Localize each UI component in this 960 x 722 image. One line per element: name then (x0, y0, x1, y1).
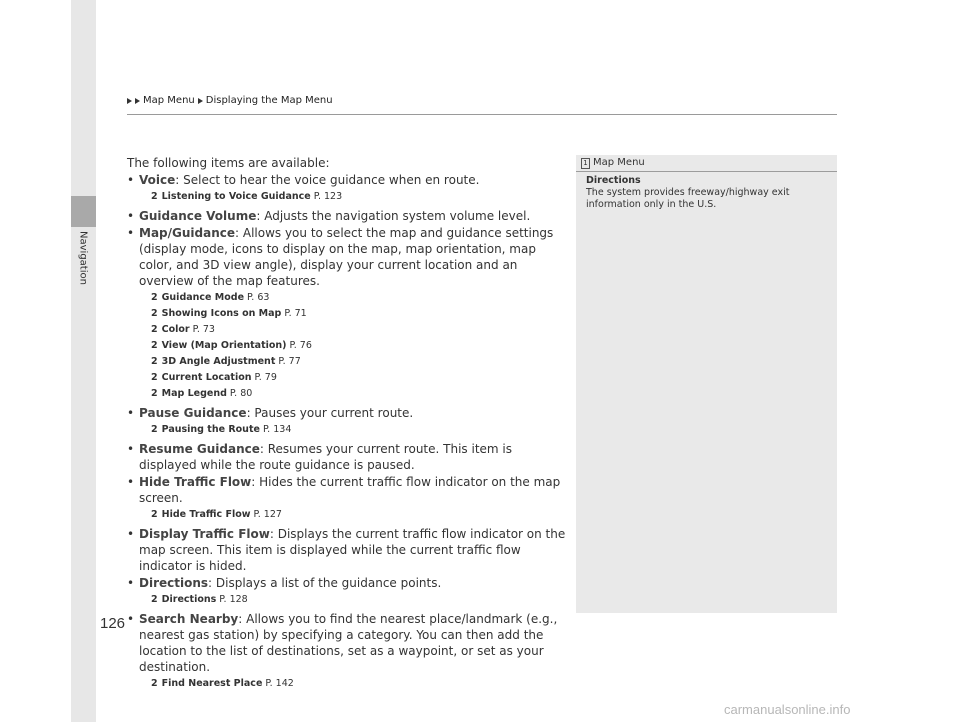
menu-item (127, 575, 567, 608)
bullet-icon: • (127, 209, 135, 223)
reference-title: View (Map Orientation) (161, 340, 287, 351)
breadcrumb-arrow-icon (135, 98, 140, 104)
reference-title: Find Nearest Place (161, 678, 263, 689)
cross-reference-link[interactable] (151, 386, 567, 402)
menu-item (127, 526, 567, 574)
menu-item-text (127, 611, 567, 675)
menu-item-text (127, 575, 567, 591)
cross-reference-link[interactable] (151, 507, 567, 523)
bullet-icon: • (127, 226, 135, 240)
reference-title: Guidance Mode (161, 292, 245, 303)
cross-reference-link[interactable] (151, 592, 567, 608)
reference-page: P. 63 (247, 292, 270, 303)
menu-item (127, 225, 567, 402)
main-content (127, 155, 567, 695)
menu-item-term: Search Nearby (139, 612, 239, 626)
reference-page: P. 128 (219, 594, 248, 605)
menu-item-text (127, 208, 567, 224)
menu-item-term: Hide Traffic Flow (139, 475, 252, 489)
reference-arrow-icon: 2 (151, 678, 158, 689)
breadcrumb-arrow-icon (198, 98, 203, 104)
menu-item-text (127, 441, 567, 473)
reference-arrow-icon: 2 (151, 356, 158, 367)
note-sidebar (576, 155, 837, 613)
watermark: carmanualsonline.info (724, 702, 851, 717)
reference-arrow-icon: 2 (151, 594, 158, 605)
reference-page: P. 142 (265, 678, 294, 689)
header-divider (127, 114, 837, 115)
reference-title: Color (161, 324, 190, 335)
bullet-icon: • (127, 442, 135, 456)
reference-page: P. 80 (229, 388, 253, 399)
menu-item-description: : Displays a list of the guidance points. (208, 576, 442, 590)
note-title: Map Menu (593, 157, 645, 168)
menu-item-description: : Select to hear the voice guidance when en route. (175, 173, 480, 187)
menu-item (127, 611, 567, 692)
menu-item-term: Guidance Volume (139, 209, 257, 223)
menu-item-term: Pause Guidance (139, 406, 247, 420)
reference-title: Directions (161, 594, 217, 605)
cross-reference-link[interactable] (151, 338, 567, 354)
menu-item-text (127, 225, 567, 289)
reference-title: Showing Icons on Map (161, 308, 282, 319)
cross-reference-link[interactable] (151, 189, 567, 205)
bullet-icon: • (127, 406, 135, 420)
reference-page: P. 76 (289, 340, 312, 351)
cross-reference-link[interactable] (151, 676, 567, 692)
menu-items-list (127, 172, 567, 692)
cross-reference-link[interactable] (151, 354, 567, 370)
reference-arrow-icon: 2 (151, 308, 158, 319)
side-tab (71, 0, 96, 722)
breadcrumb-item-displaying-map-menu[interactable]: Displaying the Map Menu (205, 95, 333, 106)
menu-item-term: Voice (139, 173, 176, 187)
cross-reference-link[interactable] (151, 370, 567, 386)
intro-text: The following items are available: (127, 156, 330, 170)
cross-reference-link[interactable] (151, 422, 567, 438)
menu-item (127, 172, 567, 205)
note-bookmark-icon: 1 (581, 158, 590, 169)
menu-item-description: : Adjusts the navigation system volume level. (256, 209, 531, 223)
menu-item (127, 441, 567, 473)
reference-page: P. 79 (254, 372, 277, 383)
menu-item-description: : Displays the current traffic flow indicator on the map screen. This item is displayed while the current traffic flow indicator is hided. (139, 527, 566, 573)
reference-title: Hide Traffic Flow (161, 509, 251, 520)
cross-reference-link[interactable] (151, 322, 567, 338)
menu-item-text (127, 526, 567, 574)
breadcrumb-arrow-icon (127, 98, 132, 104)
menu-item-term: Map/Guidance (139, 226, 235, 240)
menu-item-description: : Hides the current traffic flow indicator on the map screen. (139, 475, 561, 505)
reference-arrow-icon: 2 (151, 424, 158, 435)
bullet-icon: • (127, 475, 135, 489)
reference-title: Pausing the Route (161, 424, 260, 435)
bullet-icon: • (127, 173, 135, 187)
reference-arrow-icon: 2 (151, 372, 158, 383)
cross-reference-link[interactable] (151, 290, 567, 306)
cross-reference-list (127, 676, 567, 692)
reference-arrow-icon: 2 (151, 509, 158, 520)
side-section-label: Navigation (77, 231, 89, 285)
menu-item-term: Resume Guidance (139, 442, 260, 456)
reference-title: 3D Angle Adjustment (161, 356, 276, 367)
menu-item-term: Display Traffic Flow (139, 527, 270, 541)
cross-reference-list (127, 507, 567, 523)
page-number: 126 (100, 615, 126, 632)
bullet-icon: • (127, 612, 135, 626)
menu-item-description: : Allows you to select the map and guidance settings (display mode, icons to display on the map, map orientation, map color, and 3D view angle), display your current location and an overview of the map features. (139, 226, 554, 288)
reference-page: P. 77 (278, 356, 301, 367)
bullet-icon: • (127, 576, 135, 590)
breadcrumb (127, 95, 333, 106)
reference-page: P. 123 (313, 191, 343, 202)
reference-arrow-icon: 2 (151, 292, 158, 303)
menu-item (127, 208, 567, 224)
menu-item-description: : Allows you to find the nearest place/landmark (e.g., nearest gas station) by specifying a category. You can then add the location to the list of destinations, set as a waypoint, or set as your destination. (139, 612, 558, 674)
breadcrumb-item-map-menu[interactable]: Map Menu (143, 95, 195, 106)
note-header (576, 155, 837, 172)
cross-reference-list (127, 422, 567, 438)
note-subtitle: Directions (586, 175, 641, 186)
menu-item (127, 474, 567, 523)
cross-reference-list (127, 290, 567, 402)
cross-reference-list (127, 592, 567, 608)
reference-title: Listening to Voice Guidance (161, 191, 311, 202)
bullet-icon: • (127, 527, 135, 541)
menu-item-description: : Resumes your current route. This item is displayed while the route guidance is paused. (139, 442, 512, 472)
cross-reference-list (127, 189, 567, 205)
reference-arrow-icon: 2 (151, 388, 158, 399)
menu-item-text (127, 172, 567, 188)
note-text: The system provides freeway/highway exit information only in the U.S. (586, 187, 790, 210)
menu-item (127, 405, 567, 438)
reference-title: Map Legend (161, 388, 227, 399)
reference-page: P. 134 (262, 424, 292, 435)
menu-item-description: : Pauses your current route. (246, 406, 414, 420)
note-body (576, 172, 837, 211)
reference-arrow-icon: 2 (151, 191, 158, 202)
reference-page: P. 127 (253, 509, 282, 520)
side-tab-marker (71, 196, 96, 227)
cross-reference-link[interactable] (151, 306, 567, 322)
reference-page: P. 73 (192, 324, 215, 335)
reference-title: Current Location (161, 372, 252, 383)
reference-arrow-icon: 2 (151, 340, 158, 351)
reference-page: P. 71 (284, 308, 307, 319)
menu-item-term: Directions (139, 576, 209, 590)
menu-item-text (127, 405, 567, 421)
reference-arrow-icon: 2 (151, 324, 158, 335)
menu-item-text (127, 474, 567, 506)
